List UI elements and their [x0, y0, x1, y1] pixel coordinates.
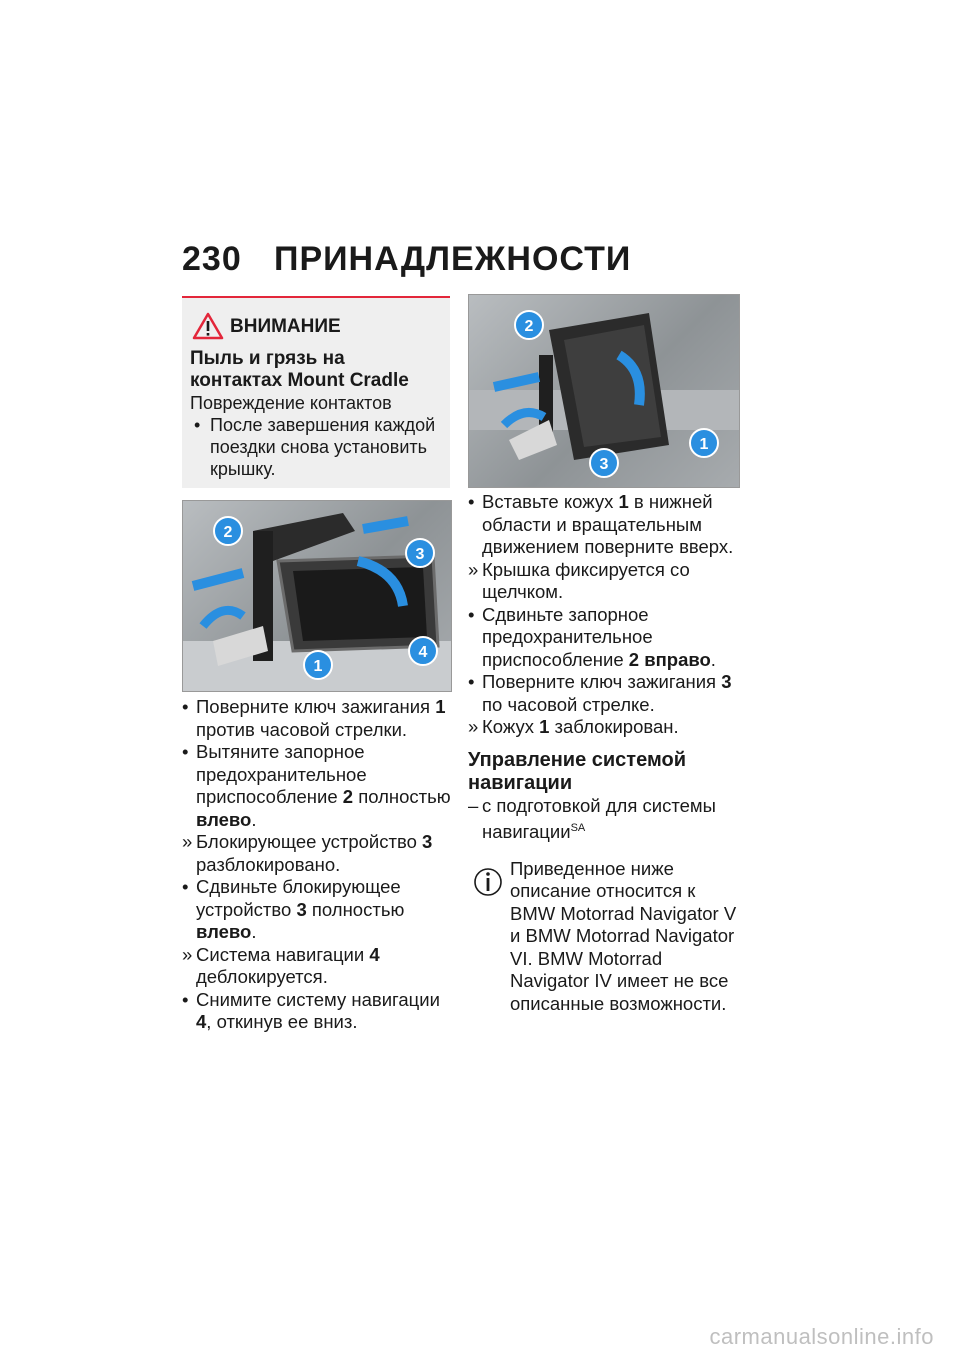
- warning-triangle-icon: [192, 312, 224, 340]
- list-item: • Поверните ключ зажигания 1 против часовой стрелки.: [182, 696, 446, 740]
- list-item: • Снимите систему навигации 4, откинув ее вниз.: [182, 988, 440, 1032]
- figure-remove-navigator: [182, 500, 452, 692]
- callout-3: [590, 449, 618, 477]
- svg-text:1: 1: [699, 436, 709, 453]
- warning-label: ВНИМАНИЕ: [230, 316, 341, 337]
- list-item: » Блокирующее устройство 3 разблокировано.: [182, 831, 433, 875]
- callout-4: [409, 637, 437, 665]
- figure-install-cover: [468, 294, 740, 488]
- callout-1: [304, 651, 332, 679]
- warning-text: Повреждение контактов: [190, 393, 392, 413]
- page-number: 230: [182, 240, 242, 278]
- list-item: • Вытяните запорное предохранительное приспособление 2 полностью влево.: [182, 741, 451, 830]
- list-item: » Кожух 1 заблокирован.: [468, 716, 679, 737]
- info-icon: [474, 862, 502, 904]
- svg-text:1: 1: [313, 658, 323, 675]
- list-item: • Вставьте кожух 1 в нижней области и вращательным движением поверните вверх.: [468, 491, 734, 557]
- watermark: carmanualsonline.info: [709, 1324, 934, 1349]
- figure2-illustration: [469, 295, 739, 487]
- sa-superscript: SA: [570, 822, 586, 834]
- info-note: [468, 858, 740, 1016]
- warning-subtitle: Пыль и грязь на контактах Mount Cradle: [190, 348, 409, 391]
- figure1-illustration: [183, 501, 451, 691]
- list-item: • Поверните ключ зажигания 3 по часовой стрелке.: [468, 671, 732, 715]
- left-column-steps: [182, 696, 454, 1034]
- page-header: [182, 240, 631, 279]
- right-column-steps: [468, 491, 740, 1015]
- section-heading: Управление системой навигации: [468, 748, 686, 794]
- svg-text:2: 2: [223, 524, 233, 541]
- list-item: • Сдвиньте запорное предохранительное приспособление 2 вправо.: [468, 603, 716, 670]
- equipment-condition: – с подготовкой для системы навигации$^{SA}$: [468, 794, 716, 843]
- svg-text:4: 4: [418, 644, 428, 661]
- page-title: ПРИНАДЛЕЖНОСТИ: [274, 240, 632, 278]
- svg-text:3: 3: [415, 546, 425, 563]
- callout-2: [214, 517, 242, 545]
- svg-text:3: 3: [599, 456, 609, 473]
- callout-1: [690, 429, 718, 457]
- warning-bullet: • После завершения каждой поездки снова установить крышку.: [190, 414, 442, 480]
- list-item: » Система навигации 4 деблокируется.: [182, 943, 380, 987]
- callout-3: [406, 539, 434, 567]
- info-note-text: Приведенное ниже описание относится к BMW Motorrad Navigator V и BMW Motorrad Navigator VI. BMW Motorrad Navigator IV имеет не все описанные возможности.: [510, 857, 737, 1014]
- warning-box: [182, 296, 450, 488]
- callout-2: [515, 311, 543, 339]
- svg-text:2: 2: [524, 318, 534, 335]
- list-item: • Сдвиньте блокирующее устройство 3 полностью влево.: [182, 876, 405, 942]
- list-item: » Крышка фиксируется со щелчком.: [468, 558, 690, 602]
